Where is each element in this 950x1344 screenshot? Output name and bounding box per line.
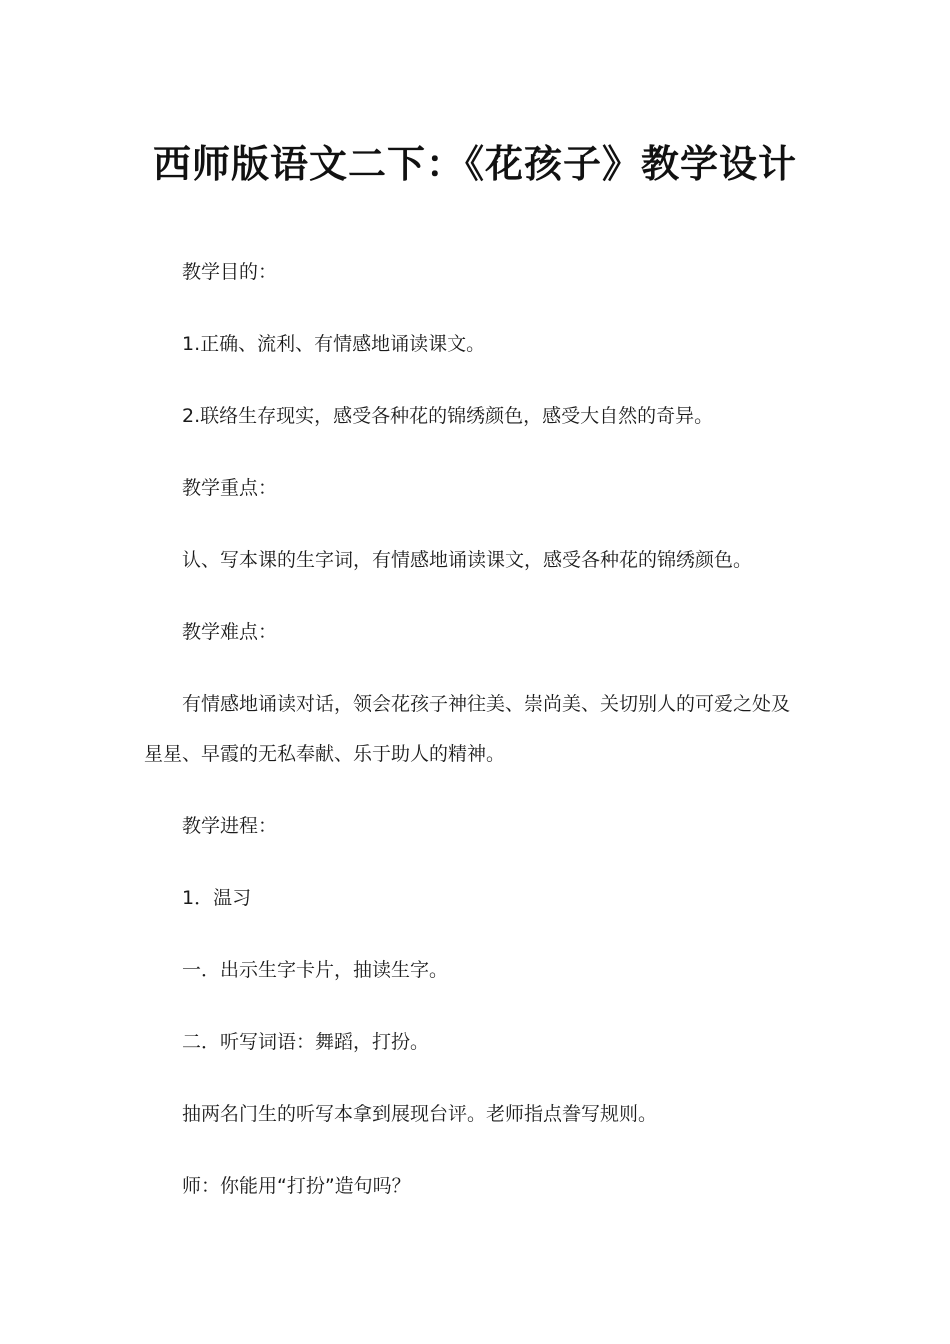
process-step-review: 1．温习	[182, 887, 252, 909]
goal-item-2: 2.联络生存现实，感受各种花的锦绣颜色，感受大自然的奇异。	[182, 405, 714, 427]
heading-teaching-process: 教学进程：	[182, 815, 278, 837]
teacher-question: 师：你能用“打扮”造句吗？	[182, 1175, 411, 1197]
process-substep-1: 一．出示生字卡片，抽读生字。	[182, 959, 449, 981]
difficulties-text-line-1: 有情感地诵读对话，领会花孩子神往美、崇尚美、关切别人的可爱之处及	[182, 693, 791, 715]
process-substep-2: 二．听写词语：舞蹈，打扮。	[182, 1031, 430, 1053]
difficulties-text-line-2: 星星、早霞的无私奉献、乐于助人的精神。	[144, 743, 506, 765]
process-note: 抽两名门生的听写本拿到展现台评。老师指点誊写规则。	[182, 1103, 658, 1125]
document-title: 西师版语文二下：《花孩子》教学设计	[152, 142, 797, 186]
heading-difficulties: 教学难点：	[182, 621, 278, 643]
heading-teaching-goals: 教学目的：	[182, 261, 278, 283]
key-points-text: 认、写本课的生字词，有情感地诵读课文，感受各种花的锦绣颜色。	[182, 549, 753, 571]
heading-key-points: 教学重点：	[182, 477, 278, 499]
goal-item-1: 1.正确、流利、有情感地诵读课文。	[182, 333, 486, 355]
